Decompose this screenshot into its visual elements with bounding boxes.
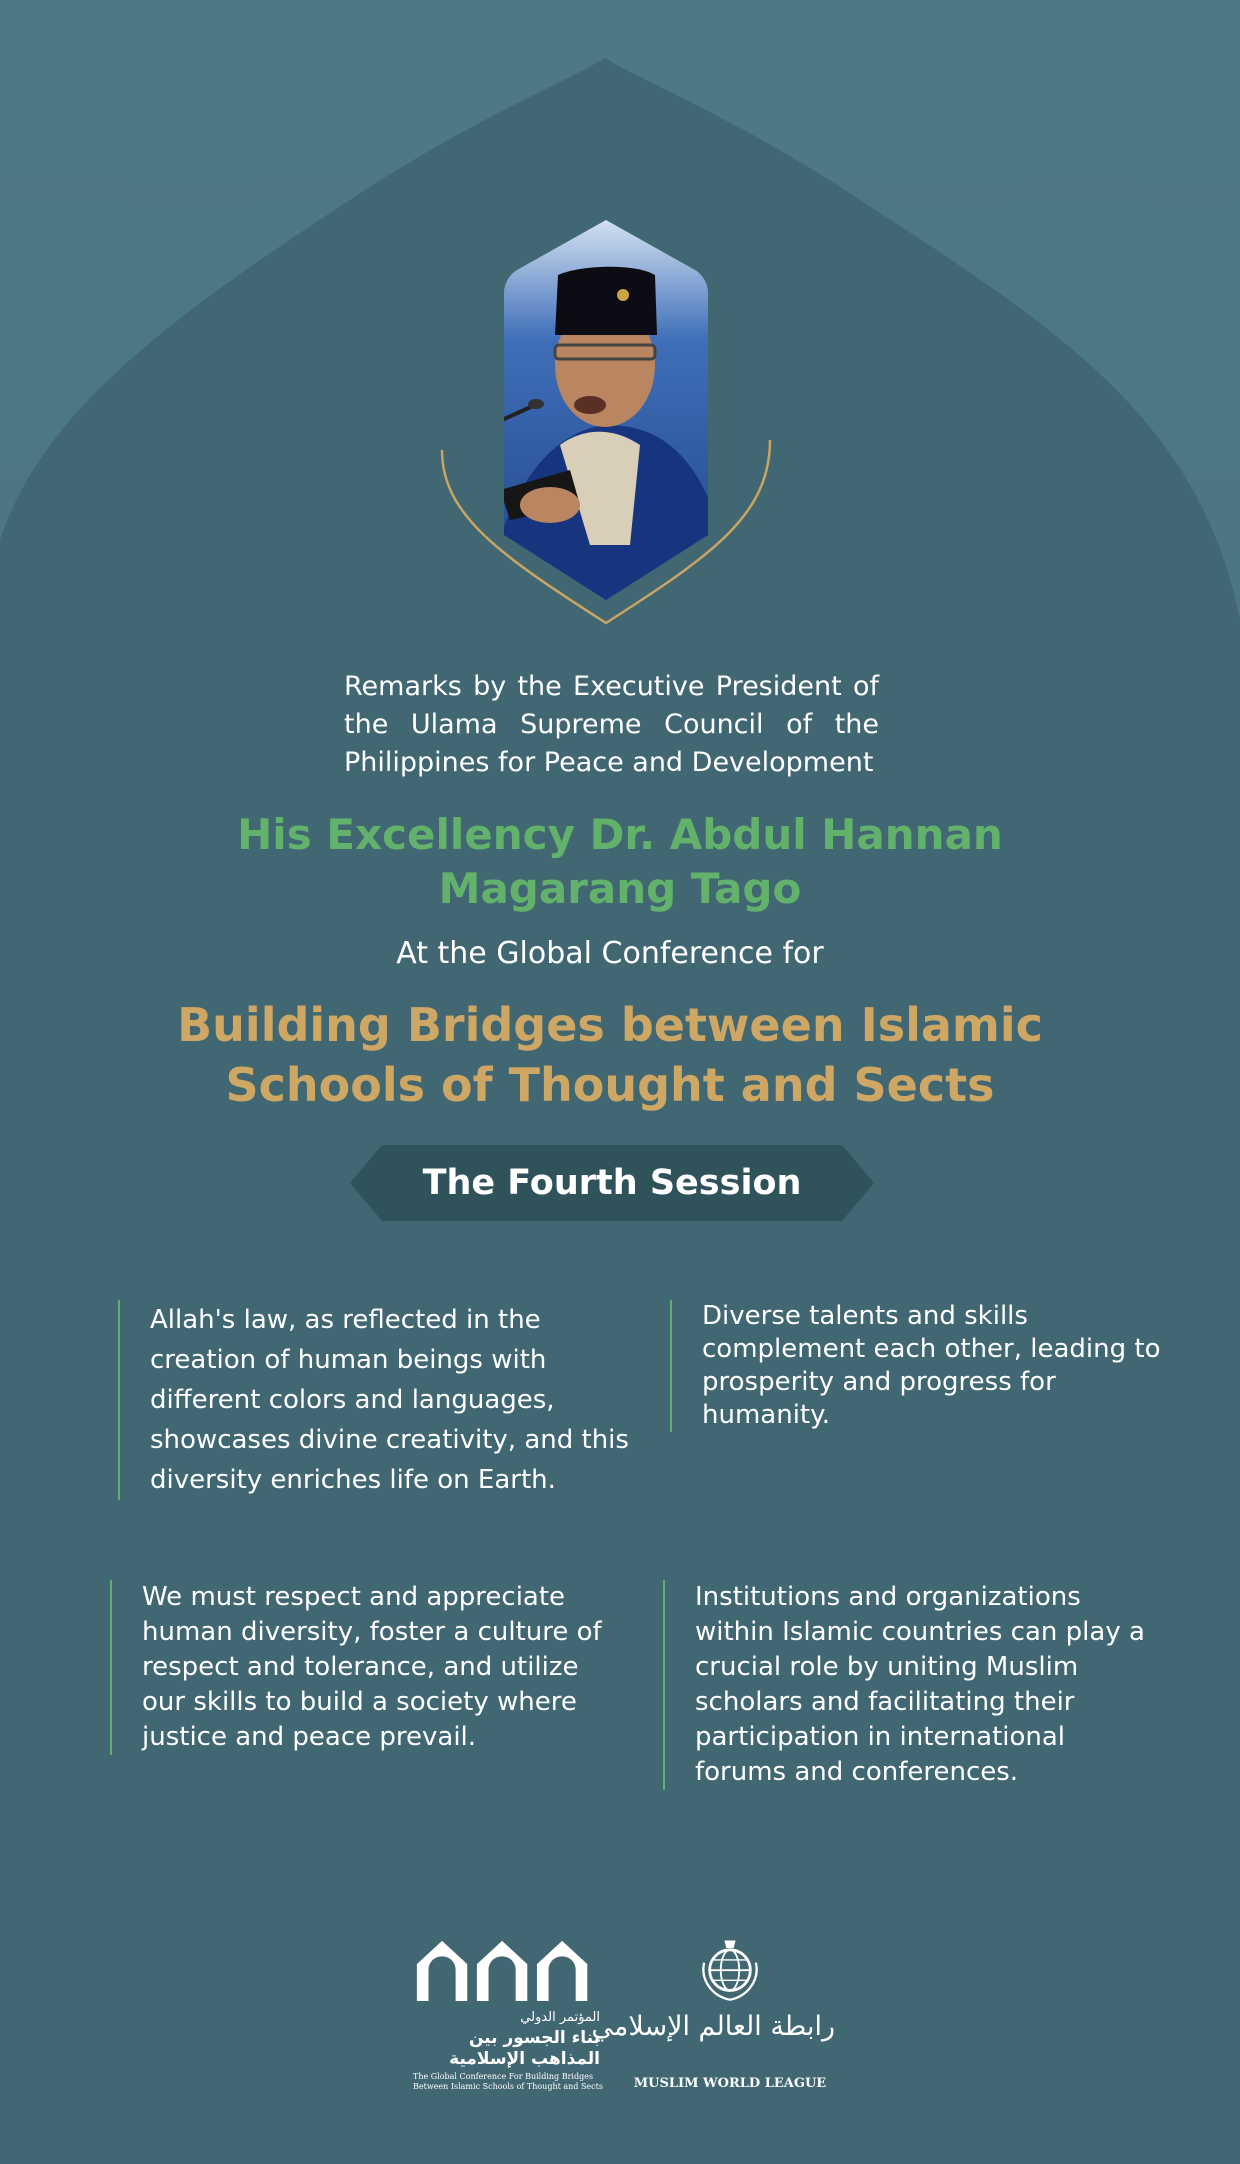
conference-logo-english-line: Between Islamic Schools of Thought and Sects <box>413 2082 603 2091</box>
intro-text <box>344 668 879 782</box>
key-point <box>663 1580 1173 1790</box>
conference-title-line: Schools of Thought and Sects <box>225 1058 995 1112</box>
key-point-line: complement each other, leading to <box>702 1334 1161 1364</box>
session-label: The Fourth Session <box>422 1163 802 1203</box>
key-point-line: humanity. <box>702 1400 831 1430</box>
key-point-line: participation in international <box>695 1722 1066 1752</box>
key-point <box>670 1300 1170 1432</box>
conference-logo-arabic-line: بناء الجسور بين <box>468 2028 600 2048</box>
conference-intro: At the Global Conference for <box>396 936 824 971</box>
conference-logo-english-line: The Global Conference For Building Bridges <box>413 2072 594 2081</box>
speaker-name-line: His Excellency Dr. Abdul Hannan <box>237 810 1003 859</box>
key-point-line: showcases divine creativity, and this <box>150 1425 629 1455</box>
key-point-line: our skills to build a society where <box>142 1687 577 1717</box>
key-point-line: human diversity, foster a culture of <box>142 1617 602 1647</box>
key-point <box>118 1300 638 1500</box>
conference-logo-english <box>413 2072 603 2092</box>
key-point-line: crucial role by uniting Muslim <box>695 1652 1079 1682</box>
speaker-portrait <box>440 215 800 630</box>
key-point-line: respect and tolerance, and utilize <box>142 1652 579 1682</box>
mwl-logo <box>591 1935 835 2095</box>
key-point-line: diversity enriches life on Earth. <box>150 1465 556 1495</box>
speaker-name <box>0 808 1240 916</box>
speaker-name-line: Magarang Tago <box>438 864 802 913</box>
key-point-line: We must respect and appreciate <box>142 1582 566 1612</box>
conference-title-line: Building Bridges between Islamic <box>177 998 1043 1052</box>
conference-logo-arabic-line: المذاهب الإسلامية <box>449 2049 600 2069</box>
key-point-line: forums and conferences. <box>695 1757 1019 1787</box>
mwl-logo-arabic: رابطة العالم الإسلامي <box>591 2011 835 2042</box>
conference-title <box>0 995 1220 1115</box>
key-point-line: within Islamic countries can play a <box>695 1617 1145 1647</box>
intro-line: Philippines for Peace and Development <box>344 747 874 778</box>
conference-logo <box>410 1935 603 2095</box>
key-point-line: justice and peace prevail. <box>142 1722 477 1752</box>
conference-logo-arabic <box>449 2007 600 2070</box>
globe-emblem-icon <box>693 1935 767 2009</box>
mwl-logo-english: MUSLIM WORLD LEAGUE <box>633 2076 827 2091</box>
conference-logo-arabic-line: المؤتمر الدولي <box>520 2010 600 2025</box>
key-point-line: Allah's law, as reflected in the <box>150 1305 541 1335</box>
arches-icon <box>413 1935 597 2003</box>
key-point-line: scholars and facilitating their <box>695 1687 1075 1717</box>
intro-line: Remarks by the Executive President of <box>344 671 879 702</box>
key-point-line: different colors and languages, <box>150 1385 555 1415</box>
intro-line: the Ulama Supreme Council of the <box>344 709 879 740</box>
key-point-line: prosperity and progress for <box>702 1367 1056 1397</box>
key-point-line: Diverse talents and skills <box>702 1301 1028 1331</box>
key-point-line: creation of human beings with <box>150 1345 547 1375</box>
key-point-line: Institutions and organizations <box>695 1582 1081 1612</box>
key-point <box>110 1580 610 1755</box>
